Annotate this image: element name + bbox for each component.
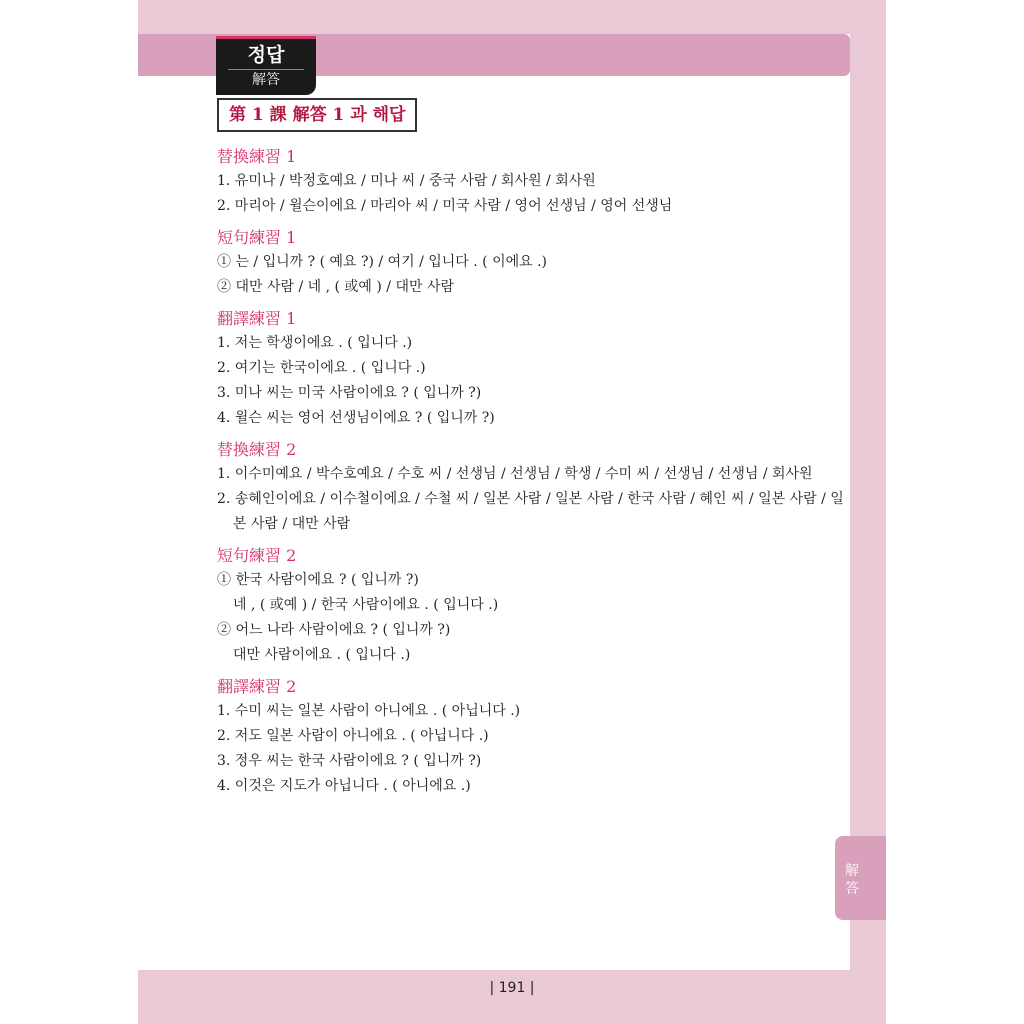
answer-line: 1. 저는 학생이에요 . ( 입니다 .)	[217, 335, 413, 351]
section-title: 翻譯練習 2	[217, 677, 297, 696]
answer-line: ① 한국 사람이에요 ? ( 입니까 ?)	[217, 572, 419, 588]
answer-content	[217, 140, 844, 799]
answer-line: 1. 이수미예요 / 박수호예요 / 수호 씨 / 선생님 / 선생님 / 학생 / 수미 씨 / 선생님 / 선생님 / 회사원	[217, 466, 813, 482]
answer-line: 3. 미나 씨는 미국 사람이에요 ? ( 입니까 ?)	[217, 385, 482, 401]
section-title: 替換練習 2	[217, 440, 297, 459]
answer-line: 본 사람 / 대만 사람	[233, 516, 351, 532]
answer-line: 3. 정우 씨는 한국 사람이에요 ? ( 입니까 ?)	[217, 753, 482, 769]
section-title: 替換練習 1	[217, 147, 297, 166]
side-tab-answers	[835, 836, 886, 920]
section-title: 短句練習 1	[217, 228, 297, 247]
answer-line: 2. 저도 일본 사람이 아니에요 . ( 아닙니다 .)	[217, 728, 489, 744]
answer-line: 네 , ( 或예 ) / 한국 사람이에요 . ( 입니다 .)	[233, 597, 499, 613]
answer-line: 2. 마리아 / 윌슨이에요 / 마리아 씨 / 미국 사람 / 영어 선생님 / 영어 선생님	[217, 198, 673, 214]
answer-line: 1. 수미 씨는 일본 사람이 아니에요 . ( 아닙니다 .)	[217, 703, 521, 719]
answer-line: 4. 이것은 지도가 아닙니다 . ( 아니에요 .)	[217, 778, 471, 794]
section-title: 短句練習 2	[217, 546, 297, 565]
answer-line: 대만 사람이에요 . ( 입니다 .)	[233, 647, 411, 663]
page-number: | 191 |	[489, 980, 535, 996]
answer-line: ① 는 / 입니까 ? ( 예요 ?) / 여기 / 입니다 . ( 이에요 .)	[217, 254, 547, 270]
section-title: 翻譯練習 1	[217, 309, 297, 328]
answer-line: ② 대만 사람 / 네 , ( 或예 ) / 대만 사람	[217, 279, 454, 295]
answer-line: ② 어느 나라 사람이에요 ? ( 입니까 ?)	[217, 622, 451, 638]
header-tab-chinese: 解答	[228, 69, 304, 89]
header-tab	[216, 36, 316, 95]
header-tab-korean: 정답	[247, 44, 285, 66]
lesson-title: 第 1 課 解答 1 과 해답	[217, 98, 417, 132]
side-tab-label: 解答	[845, 863, 859, 897]
answer-line: 2. 송혜인이에요 / 이수철이에요 / 수철 씨 / 일본 사람 / 일본 사람 / 한국 사람 / 혜인 씨 / 일본 사람 / 일	[217, 491, 844, 507]
answer-line: 4. 윌슨 씨는 영어 선생님이에요 ? ( 입니까 ?)	[217, 410, 495, 426]
answer-line: 2. 여기는 한국이에요 . ( 입니다 .)	[217, 360, 426, 376]
answer-line: 1. 유미나 / 박정호예요 / 미나 씨 / 중국 사람 / 회사원 / 회사원	[217, 173, 596, 189]
